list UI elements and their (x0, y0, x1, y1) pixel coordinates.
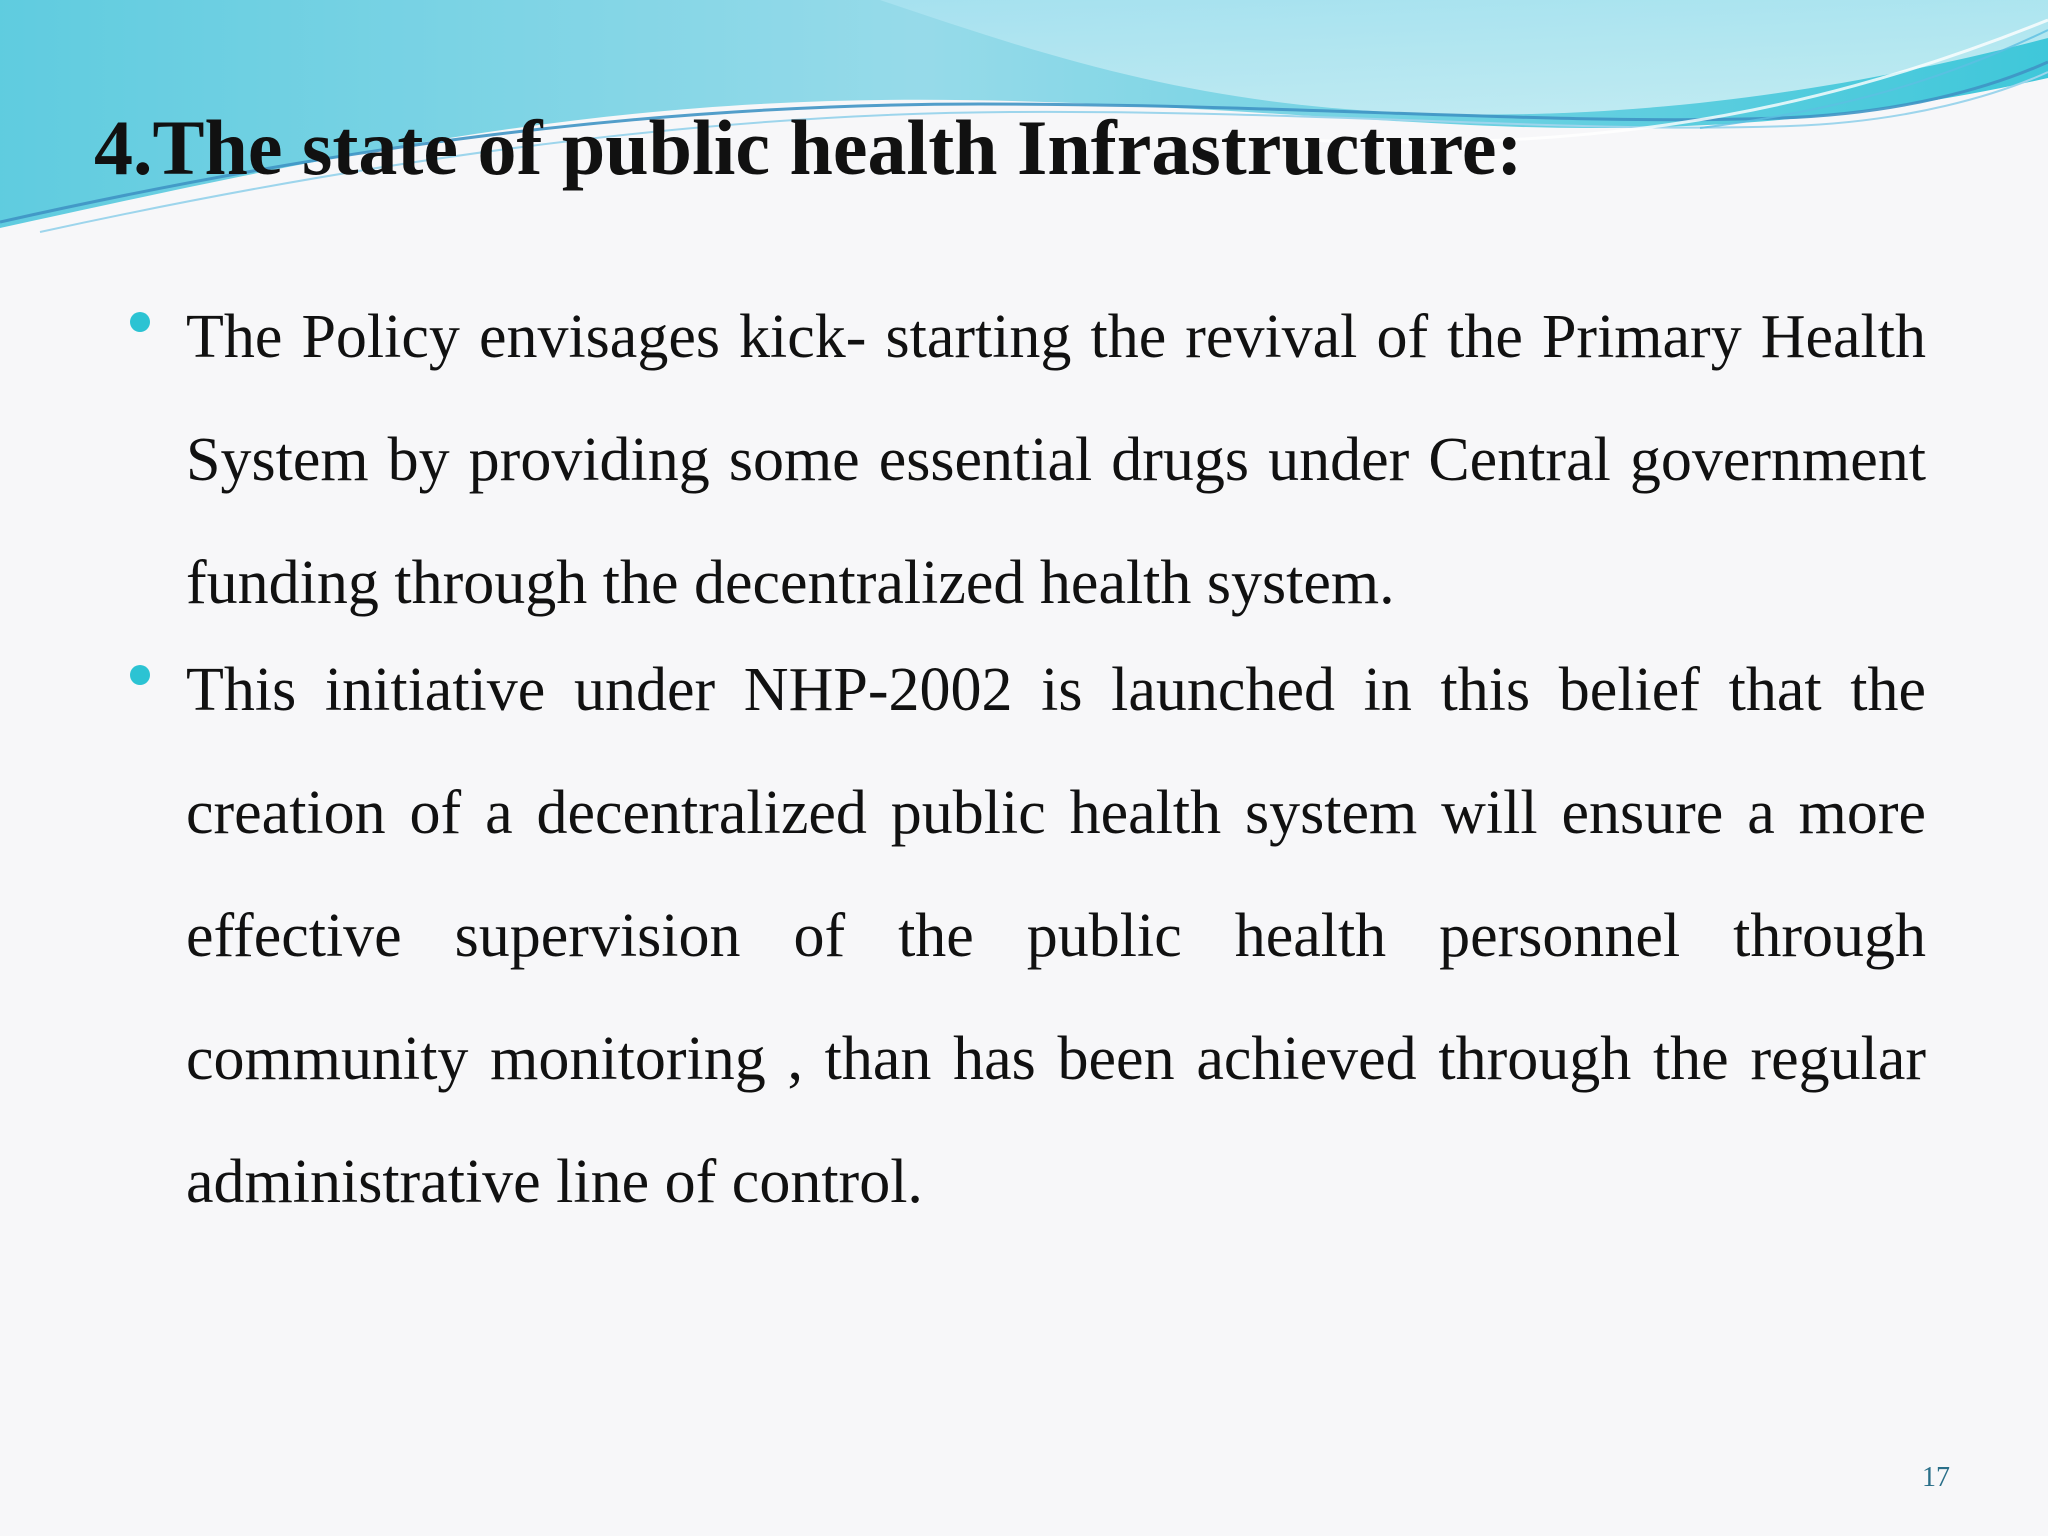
bullet-list (126, 292, 1926, 1244)
bullet-dot-icon (130, 665, 150, 685)
bullet-text: The Policy envisages kick- starting the revival of the Primary Health System by providing some essential drugs under Central government funding through the decentralized health system. (186, 303, 1926, 617)
bullet-text: This initiative under NHP-2002 is launched in this belief that the creation of a decentralized public health system will ensure a more effective supervision of the public health personnel through community monitoring , than has been achieved through the regular administrative line of control. (186, 656, 1926, 1216)
page-number: 17 (1922, 1462, 1950, 1493)
bullet-dot-icon (130, 312, 150, 332)
bullet-item-1 (126, 276, 1926, 645)
bullet-item-2 (126, 629, 1926, 1244)
slide-title: 4.The state of public health Infrastructure: (94, 104, 1523, 191)
